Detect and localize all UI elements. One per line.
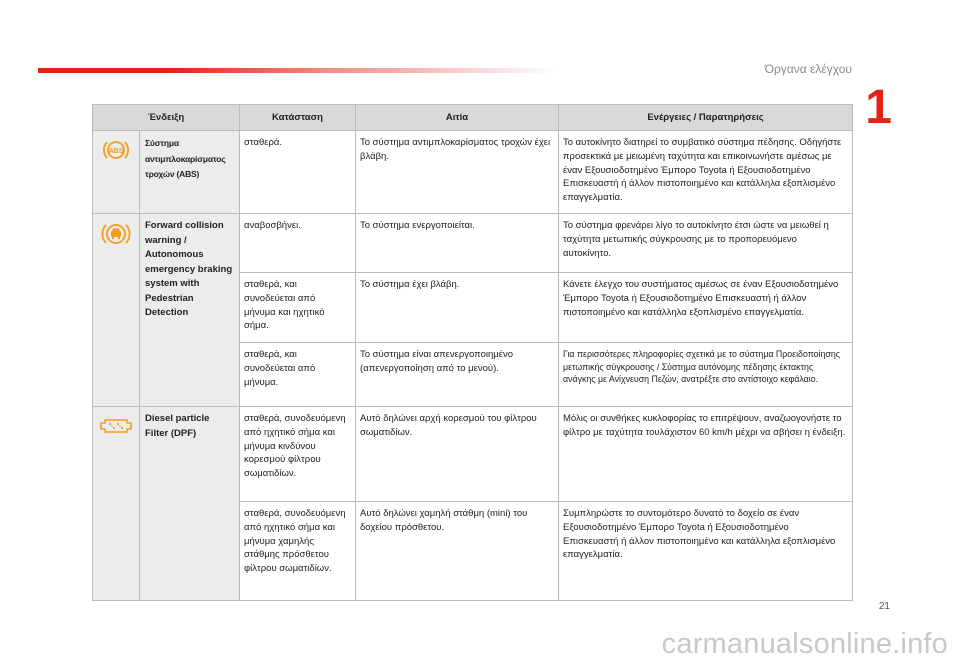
header-accent-bar bbox=[38, 68, 558, 73]
dpf-state-1: σταθερά, συνοδευόμενη από ηχητικό σήμα και μήνυμα κινδύνου κορεσμού φίλτρου σωματιδίων. bbox=[240, 407, 356, 502]
column-header-actions: Ενέργειες / Παρατηρήσεις bbox=[559, 105, 853, 131]
svg-text:ABS: ABS bbox=[108, 148, 124, 155]
abs-icon-cell bbox=[93, 131, 140, 214]
fcw-icon-cell bbox=[93, 214, 140, 407]
fcw-cause-1: Το σύστημα ενεργοποιείται. bbox=[356, 214, 559, 273]
fcw-cause-3: Το σύστημα είναι απενεργοποιημένο (απενεργοποίηση από το μενού). bbox=[356, 343, 559, 407]
dpf-action-1: Μόλις οι συνθήκες κυκλοφορίας το επιτρέψουν, αναζωογονήστε το φίλτρο με ταχύτητα τουλάχιστον 60 km/h μέχρι να σβήσει η ένδειξη. bbox=[559, 407, 853, 502]
column-header-cause: Αιτία bbox=[356, 105, 559, 131]
abs-action: Το αυτοκίνητο διατηρεί το συμβατικό σύστημα πέδησης. Οδηγήστε προσεκτικά με μειωμένη ταχύτητα και επικοινωνήστε αμέσως με έναν Εξουσιοδοτημένο Έμπορο Toyota ή Εξουσιοδοτημένο Επισκευαστή ή άλλον πιστοποιημένο και κατάλληλα εξοπλισμένο επαγγελματία. bbox=[559, 131, 853, 214]
fcw-state-3: σταθερά, και συνοδεύεται από μήνυμα. bbox=[240, 343, 356, 407]
watermark[interactable]: carmanualsonline.info bbox=[661, 628, 948, 660]
forward-collision-warning-icon bbox=[93, 222, 139, 246]
fcw-action-3: Για περισσότερες πληροφορίες σχετικά με το σύστημα Προειδοποίησης μετωπικής σύγκρουσης / Σύστημα αυτόνομης πέδησης έκτακτης ανάγκης με Ανίχνευση Πεζών, ανατρέξτε στο αντίστοιχο κεφάλαιο. bbox=[559, 343, 853, 407]
fcw-state-1: αναβοσβήνει. bbox=[240, 214, 356, 273]
section-title: Όργανα ελέγχου bbox=[764, 62, 852, 76]
table-row bbox=[93, 131, 853, 214]
chapter-number: 1 bbox=[865, 81, 892, 134]
fcw-action-2: Κάνετε έλεγχο του συστήματος αμέσως σε έναν Εξουσιοδοτημένο Έμπορο Toyota ή Εξουσιοδοτημένο Επισκευαστή ή άλλον πιστοποιημένο και κατάλληλα εξοπλισμένο επαγγελματία. bbox=[559, 273, 853, 343]
dpf-cause-2: Αυτό δηλώνει χαμηλή στάθμη (mini) του δοχείου πρόσθετου. bbox=[356, 502, 559, 601]
dpf-name: Diesel particle Filter (DPF) bbox=[140, 407, 240, 601]
dpf-state-2: σταθερά, συνοδευόμενη από ηχητικό σήμα και μήνυμα χαμηλής στάθμης πρόσθετου φίλτρου σωματιδίων. bbox=[240, 502, 356, 601]
warning-lights-table bbox=[92, 104, 853, 601]
dpf-icon-cell bbox=[93, 407, 140, 601]
column-header-indicator: Ένδειξη bbox=[93, 105, 240, 131]
abs-warning-icon bbox=[93, 139, 139, 161]
table-header-row bbox=[93, 105, 853, 131]
diesel-particle-filter-icon bbox=[93, 415, 139, 437]
abs-name: Σύστημα αντιμπλοκαρίσματος τροχών (ABS) bbox=[140, 131, 240, 214]
dpf-action-2: Συμπληρώστε το συντομότερο δυνατό το δοχείο σε έναν Εξουσιοδοτημένο Έμπορο Toyota ή Εξουσιοδοτημένο Επισκευαστή ή άλλον πιστοποιημένο και κατάλληλα εξοπλισμένο επαγγελματία. bbox=[559, 502, 853, 601]
dpf-cause-1: Αυτό δηλώνει αρχή κορεσμού του φίλτρου σωματιδίων. bbox=[356, 407, 559, 502]
fcw-state-2: σταθερά, και συνοδεύεται από μήνυμα και ηχητικό σήμα. bbox=[240, 273, 356, 343]
column-header-state: Κατάσταση bbox=[240, 105, 356, 131]
page-number: 21 bbox=[878, 601, 890, 612]
table-row bbox=[93, 214, 853, 273]
abs-state: σταθερά. bbox=[240, 131, 356, 214]
fcw-cause-2: Το σύστημα έχει βλάβη. bbox=[356, 273, 559, 343]
fcw-name: Forward collision warning / Autonomous emergency braking system with Pedestrian Detection bbox=[140, 214, 240, 407]
table-row bbox=[93, 407, 853, 502]
fcw-action-1: Το σύστημα φρενάρει λίγο το αυτοκίνητο έτσι ώστε να μειωθεί η ταχύτητα μετωπικής σύγκρουσης με το προπορευόμενο αυτοκίνητο. bbox=[559, 214, 853, 273]
abs-cause: Το σύστημα αντιμπλοκαρίσματος τροχών έχει βλάβη. bbox=[356, 131, 559, 214]
